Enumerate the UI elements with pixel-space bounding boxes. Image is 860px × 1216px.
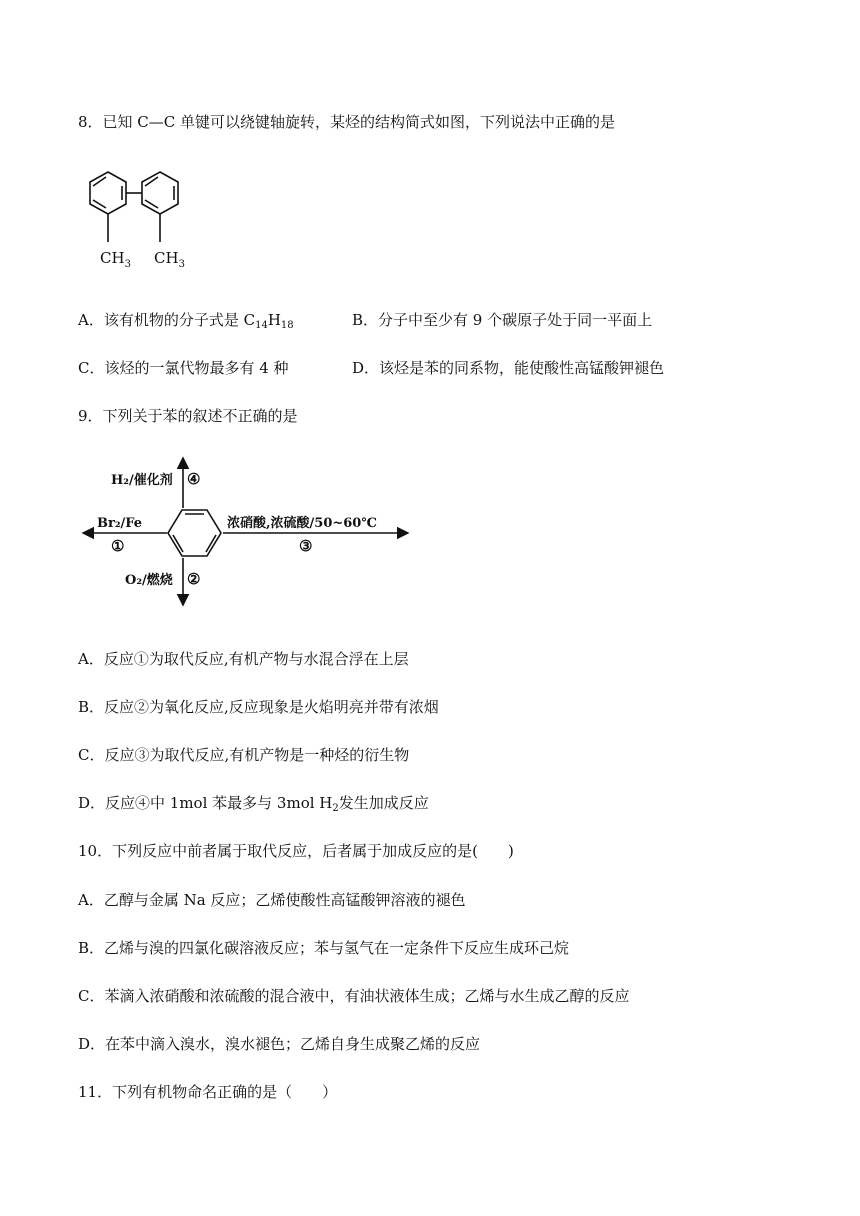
q9-stem: 9．下列关于苯的叙述不正确的是 [78, 407, 298, 425]
q10-option-c: C．苯滴入浓硝酸和浓硫酸的混合液中，有油状液体生成；乙烯与水生成乙醇的反应 [78, 987, 630, 1005]
q11-stem: 11．下列有机物命名正确的是（ ） [78, 1083, 338, 1101]
q8-option-a: A．该有机物的分子式是 $C_{14}H_{18}$ [78, 311, 294, 331]
methyl-label-left: $CH_3$ [100, 249, 131, 270]
label-num-1: ① [111, 537, 125, 555]
q8-option-d: D．该烃是苯的同系物，能使酸性高锰酸钾褪色 [352, 359, 665, 377]
benzene-ring [168, 510, 221, 556]
label-o2-combustion: O₂/燃烧 [125, 573, 173, 588]
q8-option-c: C．该烃的一氯代物最多有 4 种 [78, 359, 289, 377]
q10-option-a: A．乙醇与金属 Na 反应；乙烯使酸性高锰酸钾溶液的褪色 [78, 891, 466, 909]
right-benzene-ring [142, 172, 178, 214]
label-h2-catalyst: H₂/催化剂 [111, 473, 173, 488]
q9-option-d: D．反应④中 1mol 苯最多与 3mol $H_2$发生加成反应 [78, 794, 429, 814]
label-br2-fe: Br₂/Fe [97, 516, 143, 531]
q10-stem: 10．下列反应中前者属于取代反应，后者属于加成反应的是( ) [78, 842, 514, 860]
q8-option-b: B．分子中至少有 9 个碳原子处于同一平面上 [352, 311, 653, 329]
label-nitration-conditions: 浓硝酸,浓硫酸/50~60℃ [227, 516, 377, 531]
label-num-2: ② [187, 570, 201, 588]
q10-option-d: D．在苯中滴入溴水，溴水褪色；乙烯自身生成聚乙烯的反应 [78, 1035, 481, 1053]
q8-stem: 8．已知 C—C 单键可以绕键轴旋转，某烃的结构简式如图，下列说法中正确的是 [78, 113, 616, 131]
biphenyl-structure-figure [70, 160, 210, 280]
benzene-reaction-figure [75, 450, 420, 612]
q9-option-c: C．反应③为取代反应,有机产物是一种烃的衍生物 [78, 746, 410, 764]
methyl-label-right: $CH_3$ [154, 249, 185, 270]
q10-option-b: B．乙烯与溴的四氯化碳溶液反应；苯与氢气在一定条件下反应生成环己烷 [78, 939, 570, 957]
left-benzene-ring [90, 172, 126, 214]
q9-option-a: A．反应①为取代反应,有机产物与水混合浮在上层 [78, 650, 409, 668]
q9-option-b: B．反应②为氧化反应,反应现象是火焰明亮并带有浓烟 [78, 698, 439, 716]
label-num-4: ④ [187, 470, 201, 488]
label-num-3: ③ [299, 537, 313, 555]
